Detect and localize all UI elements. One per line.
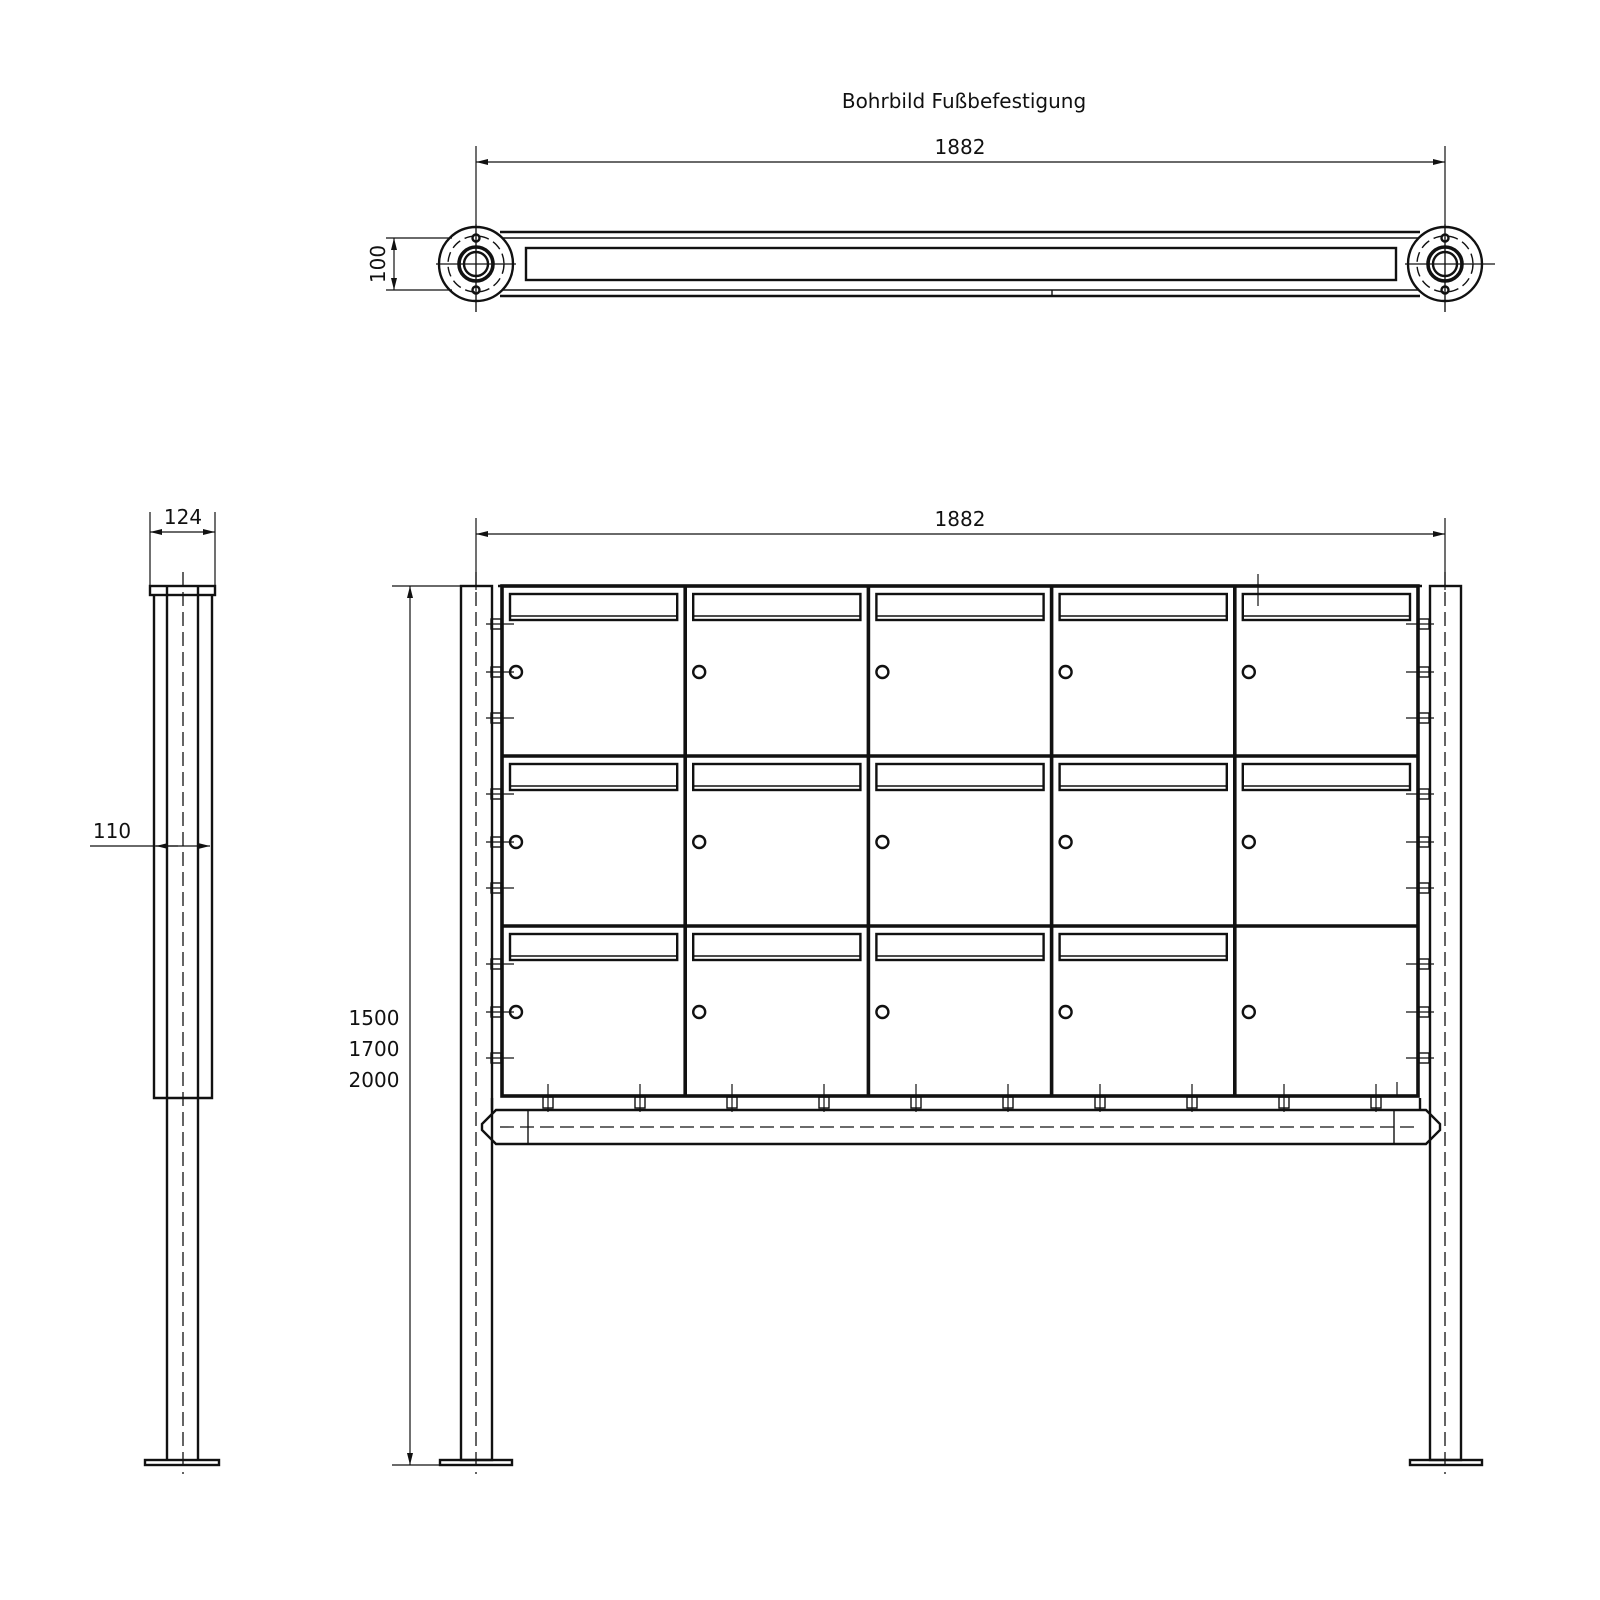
lock-cylinder-icon [1243,666,1255,678]
side-foot-plate [145,1460,219,1465]
side-depth-label: 124 [163,505,203,529]
lock-cylinder-icon [693,1006,705,1018]
plan-width-label: 1882 [934,135,986,159]
lock-cylinder-icon [693,836,705,848]
lock-cylinder-icon [1060,836,1072,848]
lock-cylinder-icon [1243,836,1255,848]
drawing-title: Bohrbild Fußbefestigung [841,89,1087,113]
mailbox-units [502,586,1418,1096]
right-foot-plate-front [1410,1460,1482,1465]
mounting-bolts [486,574,1434,1112]
mailbox-unit [876,764,1043,848]
mailbox-unit [510,934,677,1018]
mailbox-unit [693,594,860,678]
front-height-label-1: 1500 [348,1006,400,1030]
lock-cylinder-icon [1243,1006,1255,1018]
mailbox-unit [510,764,677,848]
mailbox-frame [502,586,1418,1096]
front-height-label-2: 1700 [348,1037,400,1061]
mailbox-unit [1243,594,1410,678]
side-post-label: 110 [92,819,132,843]
mailbox-unit [1060,594,1227,678]
mailbox-unit [1060,934,1227,1018]
front-width-label: 1882 [934,507,986,531]
mailbox-unit [876,934,1043,1018]
mailbox-unit [693,764,860,848]
mailbox-unit [876,594,1043,678]
plan-view [366,135,1495,312]
lock-cylinder-icon [1060,666,1072,678]
lock-cylinder-icon [876,666,888,678]
plan-crossbar [526,248,1396,280]
mailbox-unit [510,594,677,678]
lock-cylinder-icon [1060,1006,1072,1018]
lock-cylinder-icon [693,666,705,678]
mailbox-unit [693,934,860,1018]
front-view [349,507,1482,1474]
lock-cylinder-icon [876,836,888,848]
plan-depth-label: 100 [366,244,390,284]
mailbox-unit [1243,1006,1255,1018]
side-view [90,505,219,1474]
mailbox-unit [1060,764,1227,848]
front-height-label-3: 2000 [348,1068,400,1092]
lock-cylinder-icon [876,1006,888,1018]
mailbox-unit [1243,764,1410,848]
